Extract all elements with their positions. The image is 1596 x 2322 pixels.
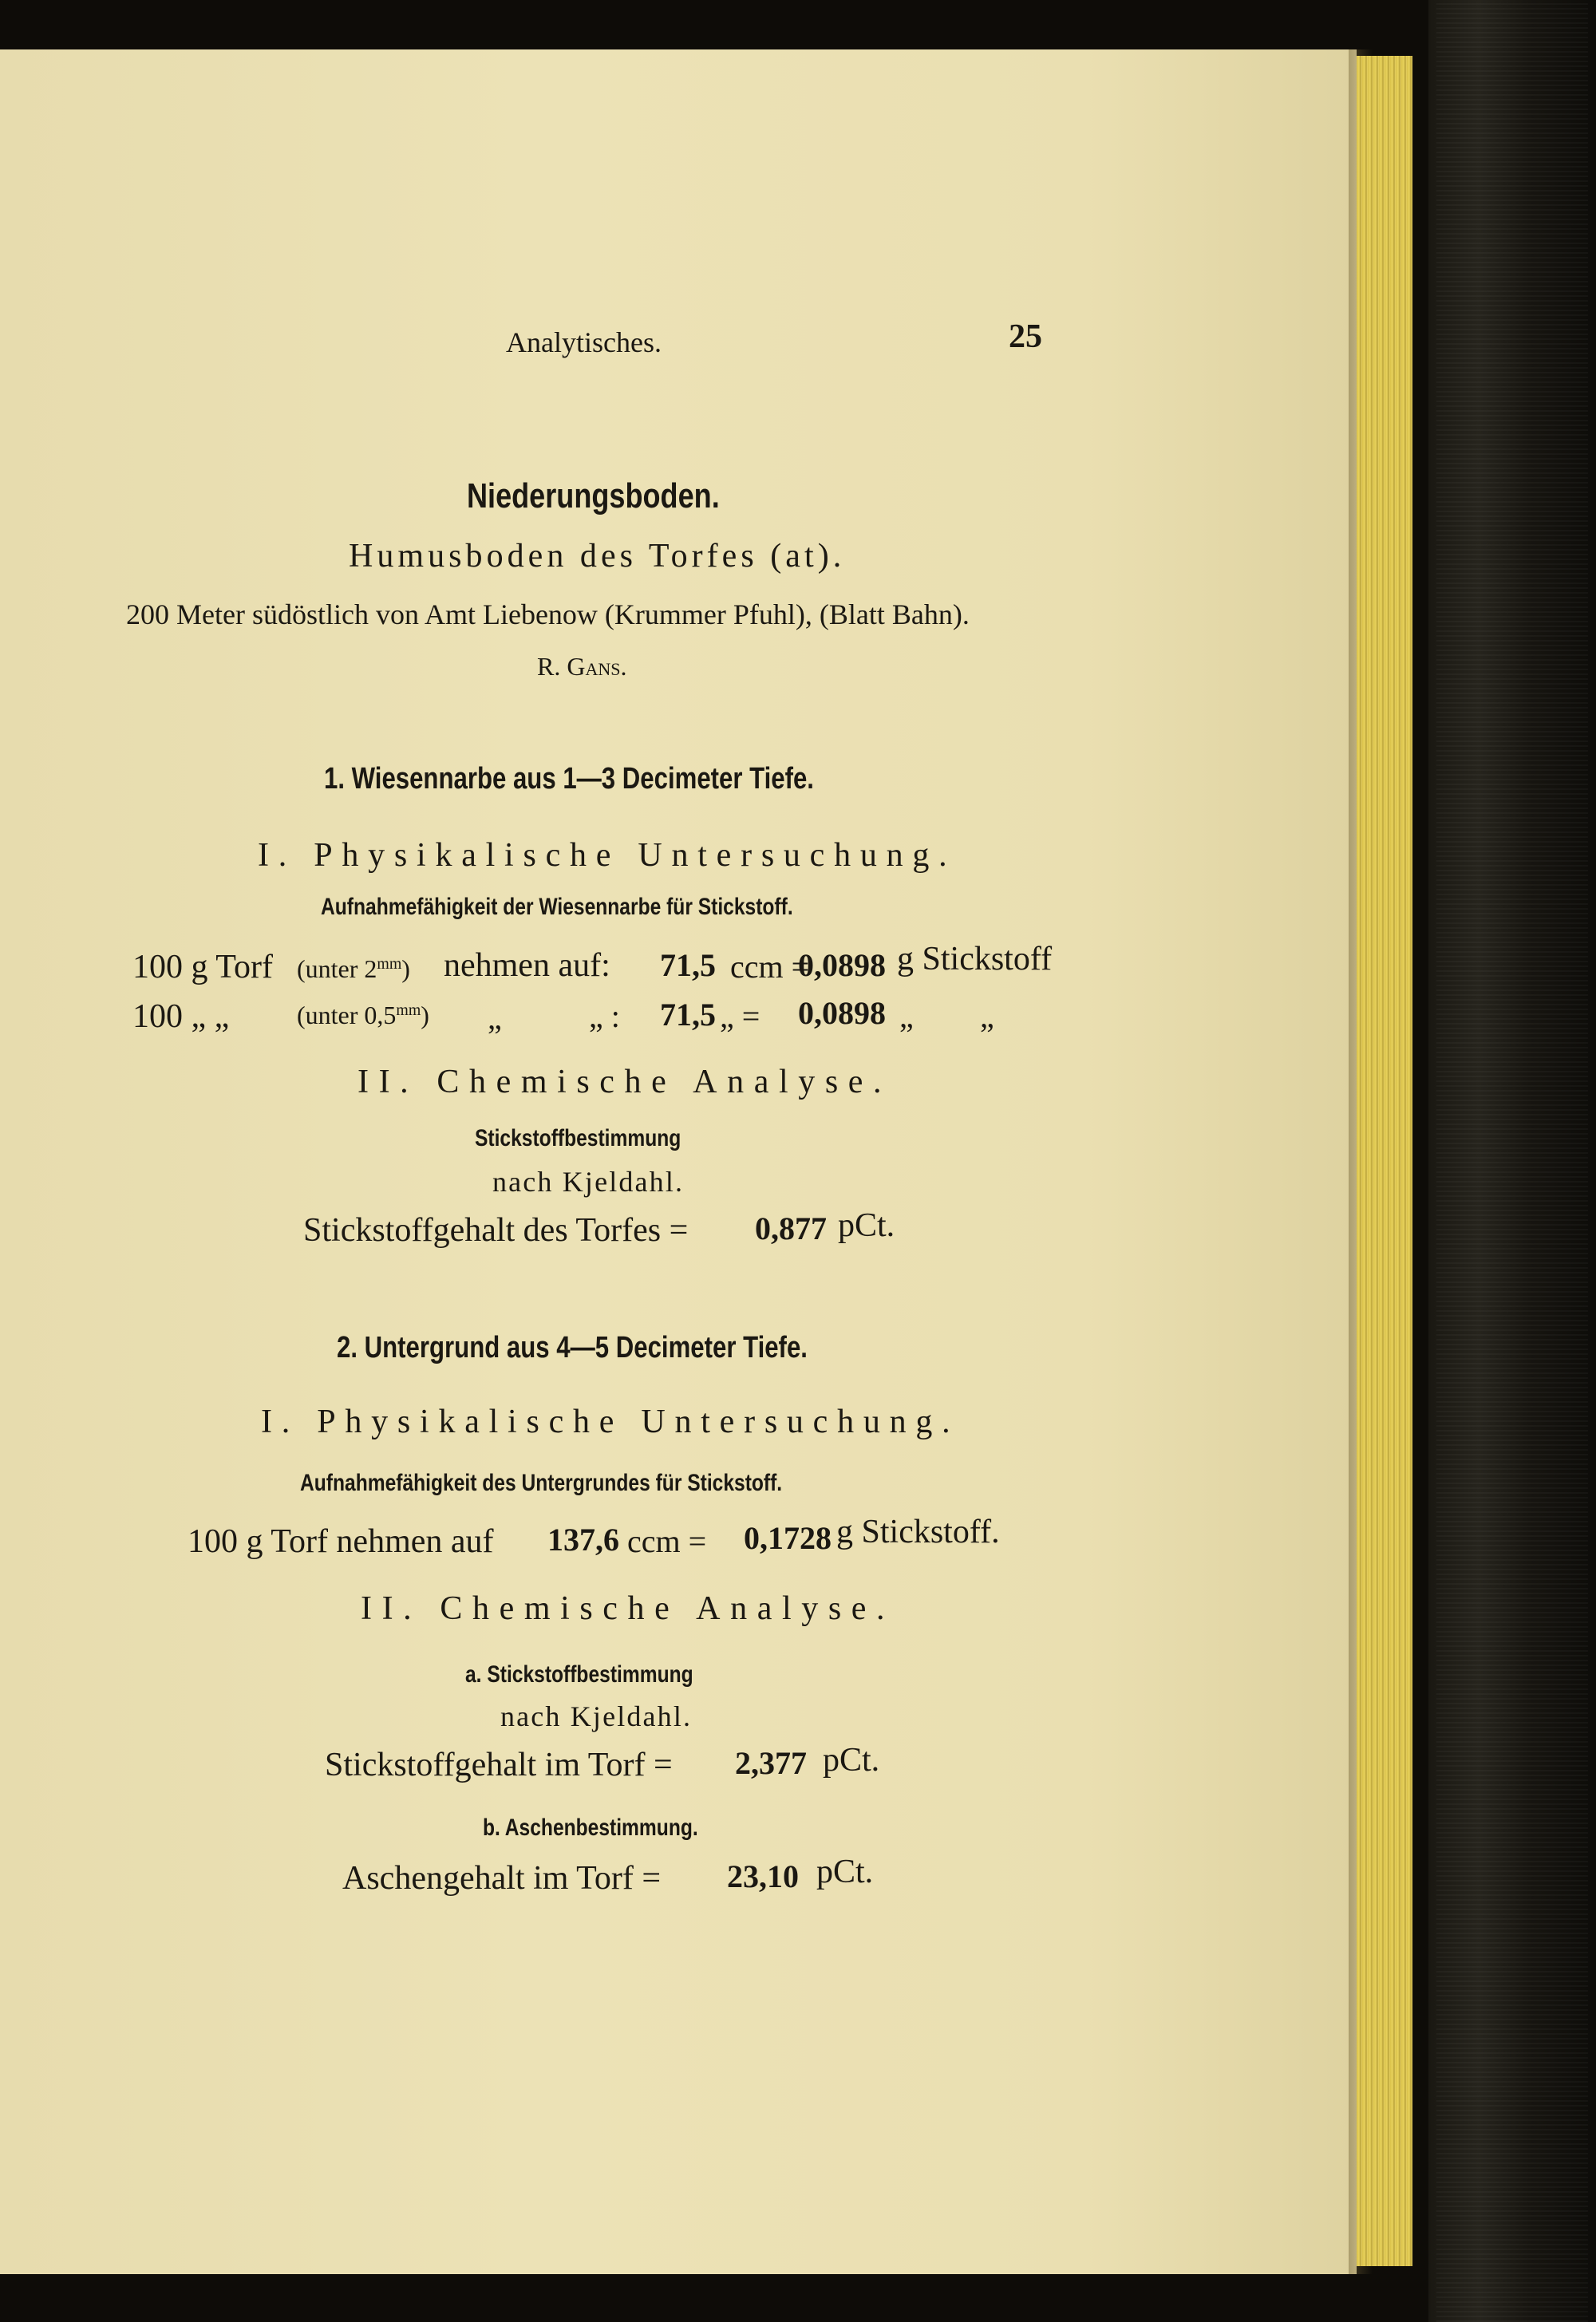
part2-phys-heading: I. Physikalische Untersuchung. xyxy=(261,1404,960,1440)
part2-chem-result-b-value: 23,10 xyxy=(727,1858,799,1894)
book-page xyxy=(0,49,1357,2274)
part2-chem-result-a-label: Stickstoffgehalt im Torf = xyxy=(325,1747,673,1783)
p1-row1-unit: ccm = xyxy=(730,949,810,985)
running-title: Analytisches. xyxy=(506,326,662,358)
p1-row1-condition: (unter $2^{mm}$) xyxy=(297,954,410,983)
part2-phys-subheading: Aufnahmefähigkeit des Untergrundes für Stickstoff. xyxy=(300,1470,783,1496)
p2-row-result-unit: g Stickstoff. xyxy=(836,1514,1000,1550)
part1-heading: 1. Wiesennarbe aus 1—3 Decimeter Tiefe. xyxy=(324,762,814,796)
section-title: Niederungsboden. xyxy=(467,476,720,515)
part2-chem-method: nach Kjeldahl. xyxy=(500,1700,693,1732)
part1-chem-result-value: 0,877 xyxy=(755,1210,827,1246)
part1-chem-method: nach Kjeldahl. xyxy=(492,1166,685,1198)
p1-row2-volume: 71,5 xyxy=(660,997,716,1033)
p2-row-volume: 137,6 xyxy=(547,1522,619,1558)
part2-heading: 2. Untergrund aus 4—5 Decimeter Tiefe. xyxy=(337,1331,808,1364)
part2-chem-sub-b: b. Aschenbestimmung. xyxy=(483,1815,698,1841)
part2-chem-sub-a: a. Stickstoffbestimmung xyxy=(465,1661,693,1688)
part1-chem-heading: II. Chemische Analyse. xyxy=(358,1064,892,1100)
part1-chem-subheading: Stickstoffbestimmung xyxy=(475,1125,681,1151)
p1-row2-ditto2: „ : xyxy=(589,998,620,1034)
p2-row-value: 0,1728 xyxy=(744,1520,832,1556)
part1-chem-result-label: Stickstoffgehalt des Torfes = xyxy=(303,1212,689,1249)
p1-row2-amount: 100 „ „ xyxy=(132,998,230,1035)
p1-row1-value: 0,0898 xyxy=(798,947,886,983)
section-subtitle: Humusboden des Torfes (at). xyxy=(349,538,846,575)
page-edges xyxy=(1357,56,1412,2266)
p1-row1-result-unit: g Stickstoff xyxy=(897,941,1053,977)
location-line: 200 Meter südöstlich von Amt Liebenow (Krummer Pfuhl), (Blatt Bahn). xyxy=(126,598,970,630)
p1-row2-unit: „ = xyxy=(720,998,760,1034)
p2-row-unit: ccm = xyxy=(627,1523,707,1559)
p1-row1-volume: 71,5 xyxy=(660,947,716,983)
p1-row2-condition: (unter $0,5^{mm}$) xyxy=(297,1001,429,1029)
p1-row1-verb: nehmen auf: xyxy=(444,947,610,984)
p1-row2-value: 0,0898 xyxy=(798,995,886,1031)
part1-chem-result-unit: pCt. xyxy=(838,1207,895,1244)
part1-phys-heading: I. Physikalische Untersuchung. xyxy=(258,837,957,874)
part2-chem-result-b-unit: pCt. xyxy=(816,1854,874,1890)
part2-chem-result-b-label: Aschengehalt im Torf = xyxy=(342,1860,662,1897)
p1-row1-amount: 100 g Torf xyxy=(132,949,273,985)
p1-row2-ditto1: „ xyxy=(488,1000,502,1036)
part2-chem-heading: II. Chemische Analyse. xyxy=(361,1590,895,1627)
part1-phys-subheading: Aufnahmefähigkeit der Wiesennarbe für Stickstoff. xyxy=(321,894,793,920)
spine-texture xyxy=(1436,0,1588,2322)
p1-row2-ditto3: „ xyxy=(899,998,914,1034)
p2-row-text: 100 g Torf nehmen auf xyxy=(188,1523,494,1560)
p1-row2-ditto4: „ xyxy=(980,998,994,1034)
author: R. Gans. xyxy=(537,652,627,681)
part2-chem-result-a-value: 2,377 xyxy=(735,1745,807,1781)
page-number: 25 xyxy=(1009,318,1042,355)
part2-chem-result-a-unit: pCt. xyxy=(823,1742,880,1779)
